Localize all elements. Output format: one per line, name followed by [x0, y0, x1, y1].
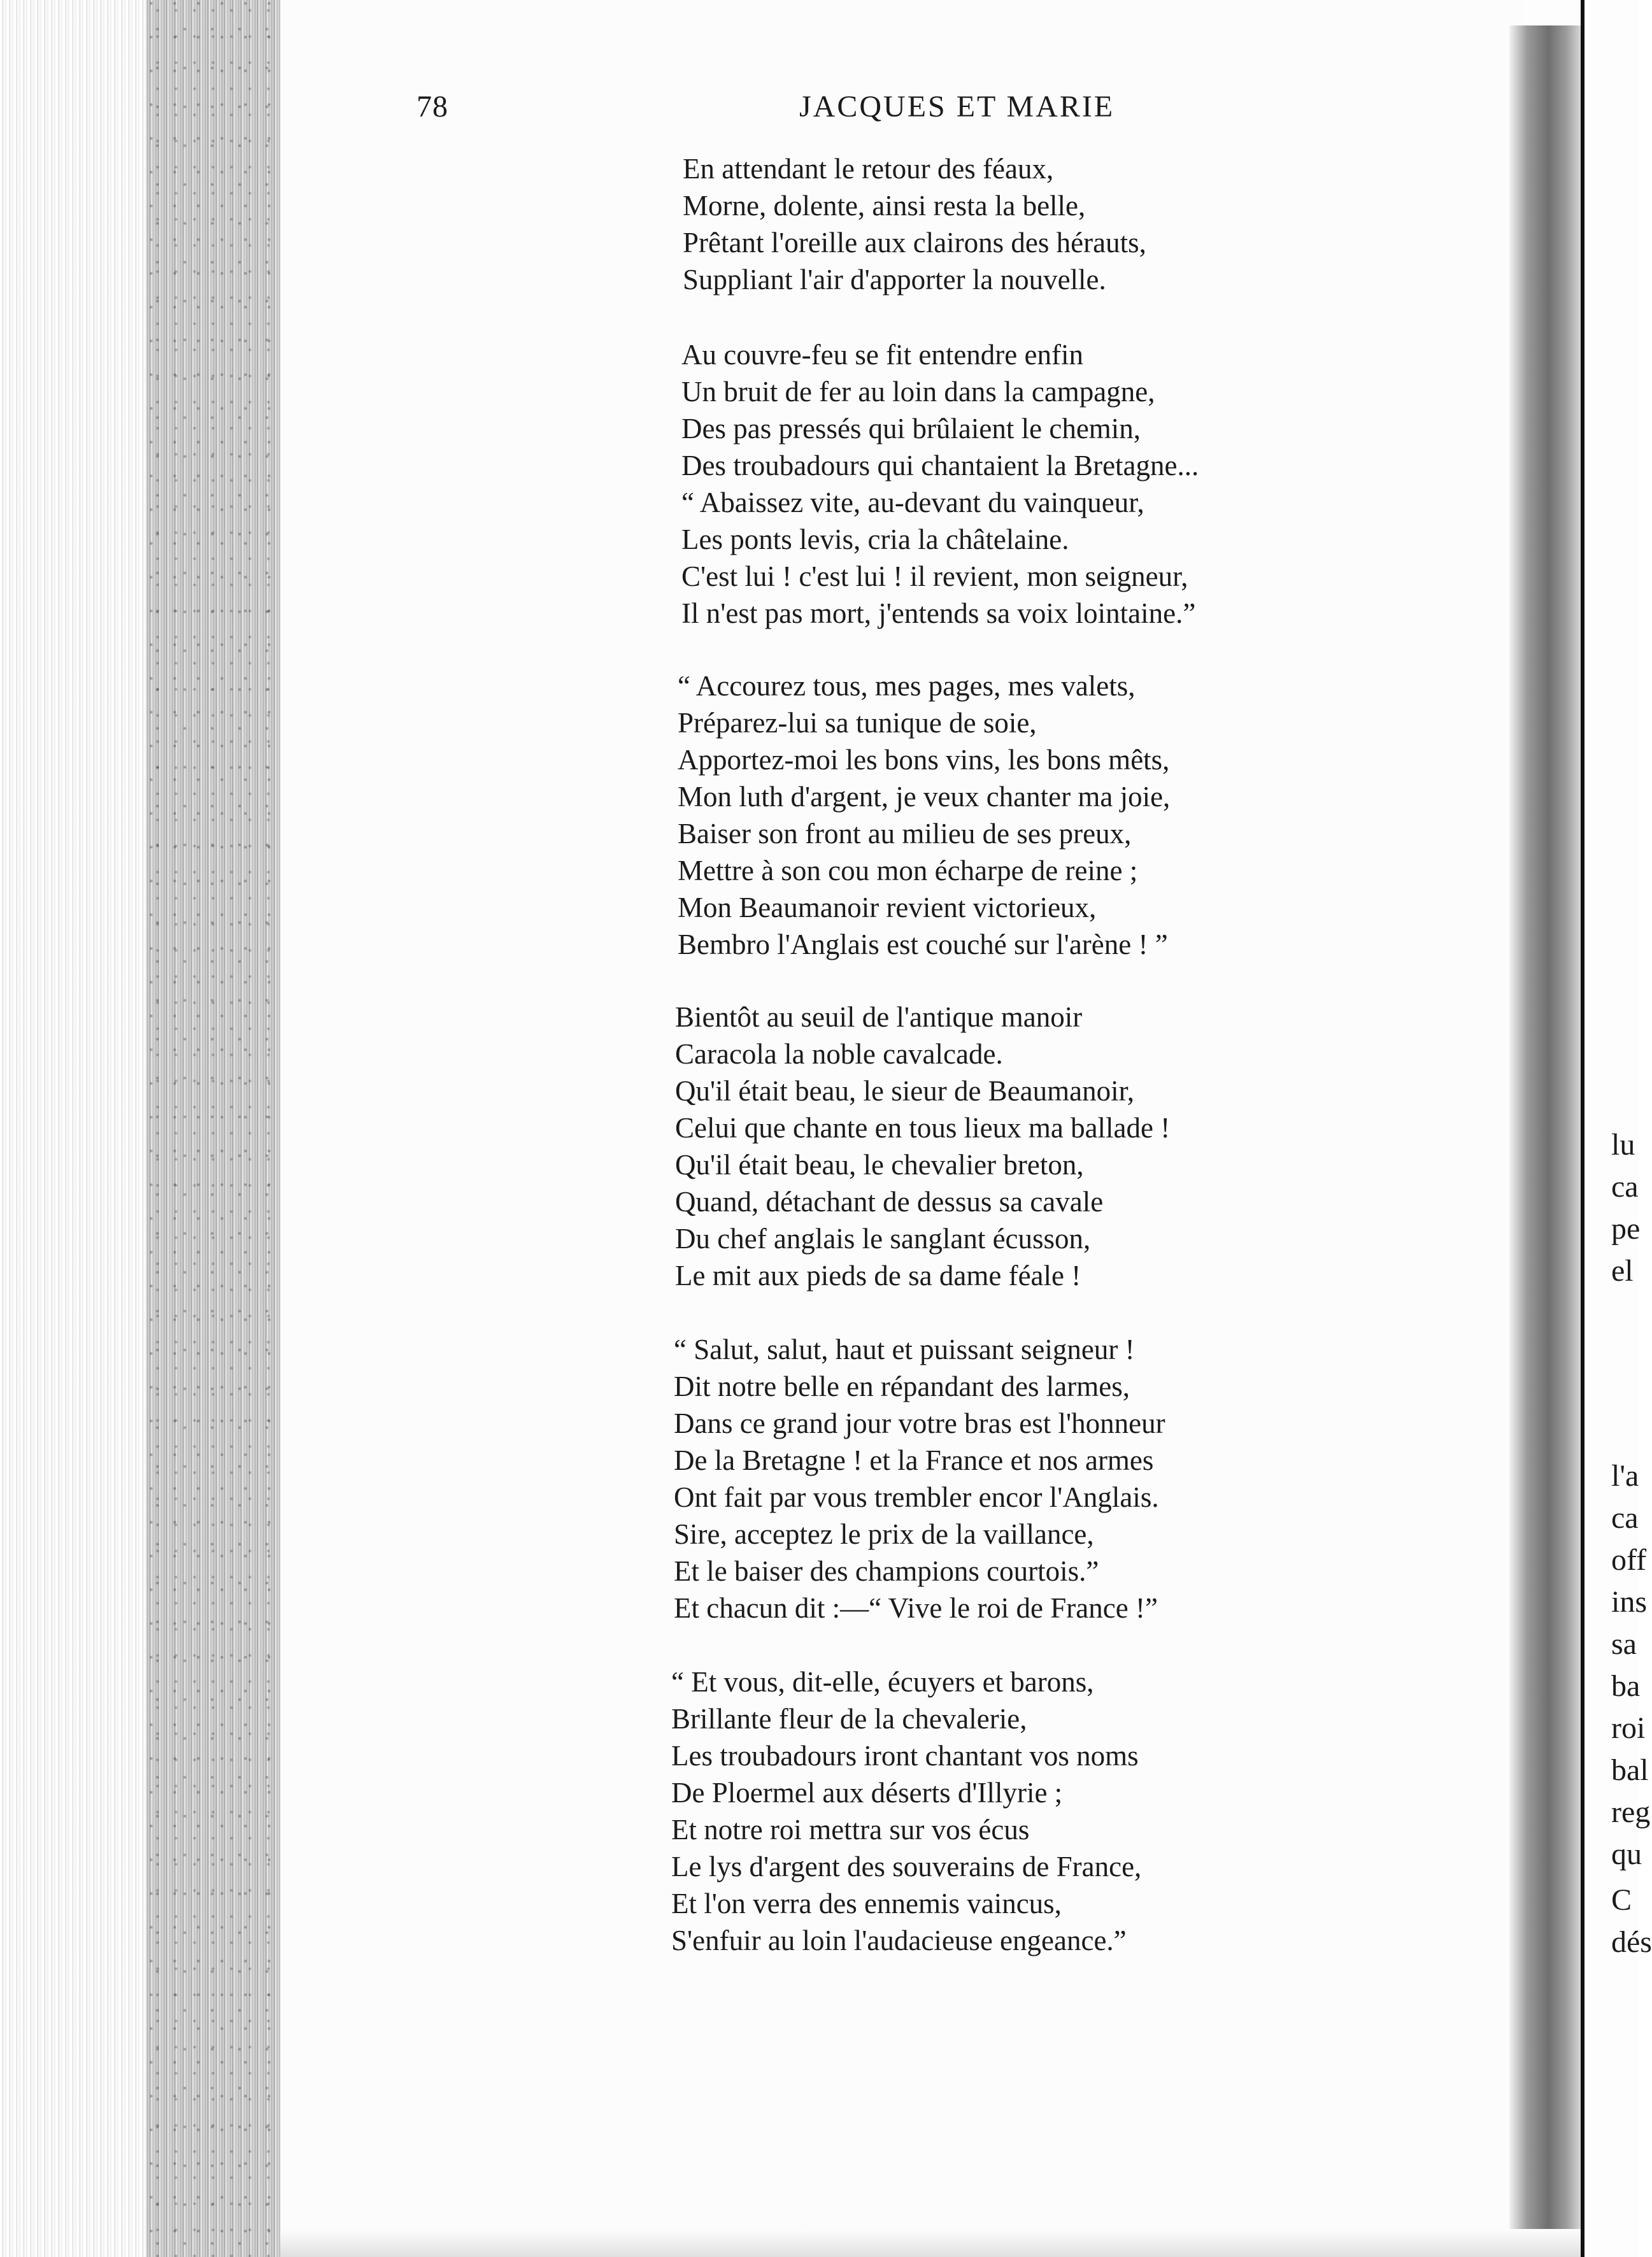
- book-gutter-shadow: [1509, 25, 1581, 2229]
- verse-line: Morne, dolente, ainsi resta la belle,: [683, 190, 1086, 222]
- verse-line: Et l'on verra des ennemis vaincus,: [671, 1888, 1062, 1919]
- verse-line: Dit notre belle en répandant des larmes,: [674, 1371, 1130, 1402]
- verse-line: “ Salut, salut, haut et puissant seigneur !: [674, 1334, 1135, 1365]
- facing-page-fragment: dés: [1611, 1925, 1652, 1959]
- verse-line: Des pas pressés qui brûlaient le chemin,: [681, 413, 1141, 445]
- facing-page-fragment: ca: [1611, 1170, 1639, 1204]
- stanza-3: [678, 667, 1170, 963]
- verse-line: Préparez-lui sa tunique de soie,: [678, 707, 1037, 739]
- facing-page-fragment: lu: [1611, 1128, 1635, 1162]
- verse-line: Prêtant l'oreille aux clairons des hérauts,: [683, 227, 1146, 259]
- facing-page-fragment: ca: [1611, 1501, 1639, 1535]
- stanza-2: [681, 336, 1199, 632]
- verse-line: Bientôt au seuil de l'antique manoir: [675, 1001, 1083, 1033]
- page-number: 78: [417, 90, 448, 124]
- facing-page-fragment: ins: [1611, 1585, 1648, 1619]
- verse-line: Le mit aux pieds de sa dame féale !: [675, 1260, 1081, 1292]
- facing-page-fragment: qu: [1611, 1837, 1642, 1871]
- stanza-5: [674, 1331, 1165, 1627]
- facing-page-fragment: C: [1611, 1883, 1632, 1917]
- verse-line: Caracola la noble cavalcade.: [675, 1038, 1003, 1070]
- verse-line: Et notre roi mettra sur vos écus: [671, 1814, 1030, 1846]
- verse-line: Mettre à son cou mon écharpe de reine ;: [678, 855, 1138, 886]
- verse-line: De la Bretagne ! et la France et nos armes: [674, 1444, 1154, 1476]
- verse-line: “ Abaissez vite, au-devant du vainqueur,: [681, 487, 1144, 518]
- facing-page-fragment: off: [1611, 1543, 1647, 1577]
- facing-page-fragment: l'a: [1611, 1459, 1639, 1493]
- verse-line: Celui que chante en tous lieux ma ballade !: [675, 1112, 1171, 1144]
- verse-line: Suppliant l'air d'apporter la nouvelle.: [683, 264, 1106, 295]
- verse-line: Qu'il était beau, le sieur de Beaumanoir,: [675, 1075, 1135, 1107]
- page-bottom-shadow: [280, 2229, 1581, 2257]
- verse-line: Des troubadours qui chantaient la Bretagne...: [681, 450, 1199, 481]
- verse-line: Qu'il était beau, le chevalier breton,: [675, 1149, 1084, 1181]
- stanza-1: [683, 150, 1146, 298]
- verse-line: Mon Beaumanoir revient victorieux,: [678, 892, 1097, 923]
- verse-line: “ Accourez tous, mes pages, mes valets,: [678, 670, 1136, 702]
- verse-line: S'enfuir au loin l'audacieuse engeance.”: [671, 1925, 1127, 1956]
- stanza-6: [671, 1663, 1141, 1959]
- facing-page-fragment: reg: [1611, 1795, 1651, 1829]
- verse-line: Et chacun dit :—“ Vive le roi de France !”: [674, 1592, 1158, 1624]
- verse-line: De Ploermel aux déserts d'Illyrie ;: [671, 1777, 1063, 1809]
- verse-line: Du chef anglais le sanglant écusson,: [675, 1223, 1091, 1255]
- verse-line: Les ponts levis, cria la châtelaine.: [681, 523, 1069, 555]
- verse-line: En attendant le retour des féaux,: [683, 153, 1054, 185]
- facing-page-fragment: ba: [1611, 1669, 1641, 1703]
- verse-line: Un bruit de fer au loin dans la campagne,: [681, 376, 1155, 408]
- book-edge-left: [0, 0, 146, 2257]
- verse-line: Brillante fleur de la chevalerie,: [671, 1703, 1027, 1735]
- facing-page-fragment: sa: [1611, 1627, 1637, 1661]
- facing-page-fragment: roi: [1611, 1711, 1646, 1745]
- verse-line: Apportez-moi les bons vins, les bons mêts,: [678, 744, 1170, 776]
- verse-line: Bembro l'Anglais est couché sur l'arène ! ”: [678, 929, 1168, 960]
- facing-page-fragment: pe: [1611, 1212, 1641, 1246]
- verse-line: Et le baiser des champions courtois.”: [674, 1555, 1099, 1587]
- verse-line: Les troubadours iront chantant vos noms: [671, 1740, 1139, 1772]
- facing-page-fragment: bal: [1611, 1753, 1649, 1787]
- verse-line: Le lys d'argent des souverains de France,: [671, 1851, 1142, 1883]
- verse-line: Quand, détachant de dessus sa cavale: [675, 1186, 1104, 1218]
- running-title: JACQUES ET MARIE: [799, 90, 1115, 124]
- stanza-4: [675, 999, 1170, 1294]
- verse-line: Ont fait par vous trembler encor l'Anglais.: [674, 1481, 1159, 1513]
- verse-line: Sire, acceptez le prix de la vaillance,: [674, 1518, 1094, 1550]
- facing-page-fragment: el: [1611, 1254, 1634, 1288]
- page-stack-edge: [146, 0, 280, 2257]
- verse-line: “ Et vous, dit-elle, écuyers et barons,: [671, 1666, 1094, 1698]
- verse-line: Il n'est pas mort, j'entends sa voix lointaine.”: [681, 597, 1196, 629]
- verse-line: Dans ce grand jour votre bras est l'honneur: [674, 1407, 1165, 1439]
- verse-line: Baiser son front au milieu de ses preux,: [678, 818, 1132, 850]
- verse-line: Mon luth d'argent, je veux chanter ma joie,: [678, 781, 1171, 813]
- verse-line: Au couvre-feu se fit entendre enfin: [681, 339, 1083, 371]
- verse-line: C'est lui ! c'est lui ! il revient, mon seigneur,: [681, 560, 1188, 592]
